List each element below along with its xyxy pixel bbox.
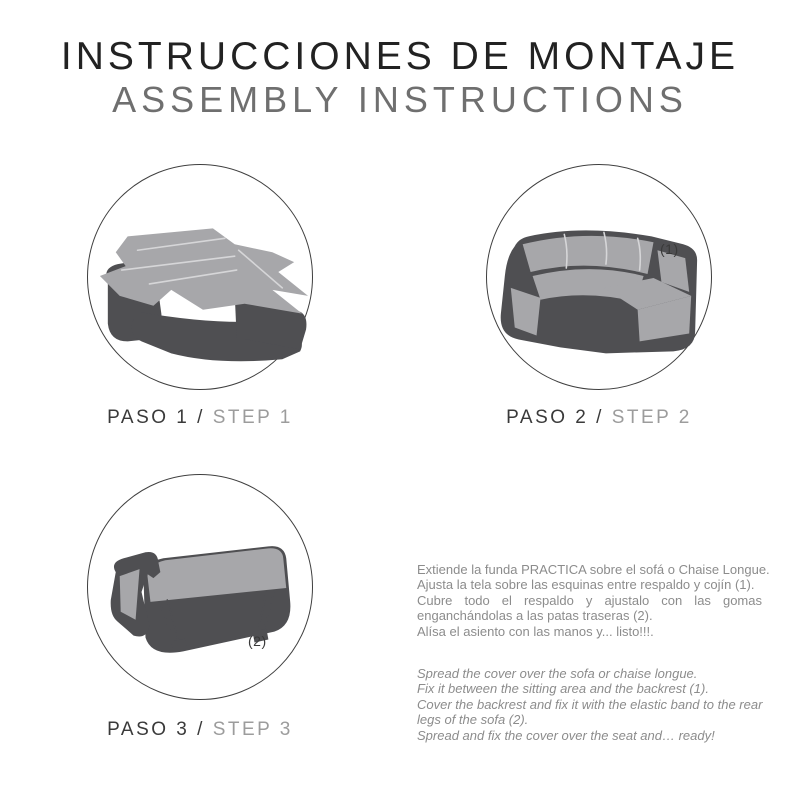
annotation-1: (1) xyxy=(660,241,679,257)
instruction-line-en: Fix it between the sitting area and the backrest (1). xyxy=(417,681,709,697)
instruction-line-es: enganchándolas a las patas traseras (2). xyxy=(417,608,653,624)
instruction-line-es: Alísa el asiento con las manos y... listo!!!. xyxy=(417,623,654,639)
instruction-line-en: Spread the cover over the sofa or chaise longue. xyxy=(417,666,698,681)
step1-label xyxy=(87,407,313,429)
step2-label-en: STEP 2 xyxy=(611,407,692,428)
instructions-english xyxy=(417,666,762,743)
annotation-2: (2) xyxy=(248,633,267,649)
step1-circle xyxy=(87,164,313,390)
step3-circle xyxy=(87,474,313,700)
step1-label-en: STEP 1 xyxy=(212,407,293,428)
step3-label-es: PASO 3 / xyxy=(107,719,205,740)
instruction-line-es: Cubre todo el respaldo y ajustalo con las gomas xyxy=(417,592,762,608)
instructions-spanish xyxy=(417,562,770,639)
sofa-cover-spread-illustration xyxy=(88,165,312,389)
instruction-line-en: legs of the sofa (2). xyxy=(417,712,529,728)
page-subtitle: ASSEMBLY INSTRUCTIONS xyxy=(112,79,688,120)
sofa-cover-fitted-illustration xyxy=(487,165,711,389)
step2-label xyxy=(486,407,712,429)
step3-label xyxy=(87,719,313,741)
instruction-line-es: Ajusta la tela sobre las esquinas entre respaldo y cojín (1). xyxy=(417,577,755,593)
step1-label-es: PASO 1 / xyxy=(107,407,205,428)
step3-label-en: STEP 3 xyxy=(212,719,293,740)
step2-label-es: PASO 2 / xyxy=(506,407,604,428)
sofa-rear-elastic-illustration xyxy=(88,475,312,699)
step2-circle xyxy=(486,164,712,390)
instruction-line-es: Extiende la funda PRACTICA sobre el sofá o Chaise Longue. xyxy=(417,562,770,577)
instruction-line-en: Cover the backrest and fix it with the elastic band to the rear xyxy=(417,696,763,712)
instruction-line-en: Spread and fix the cover over the seat and… ready! xyxy=(417,727,715,743)
page-title: INSTRUCCIONES DE MONTAJE xyxy=(60,35,740,78)
